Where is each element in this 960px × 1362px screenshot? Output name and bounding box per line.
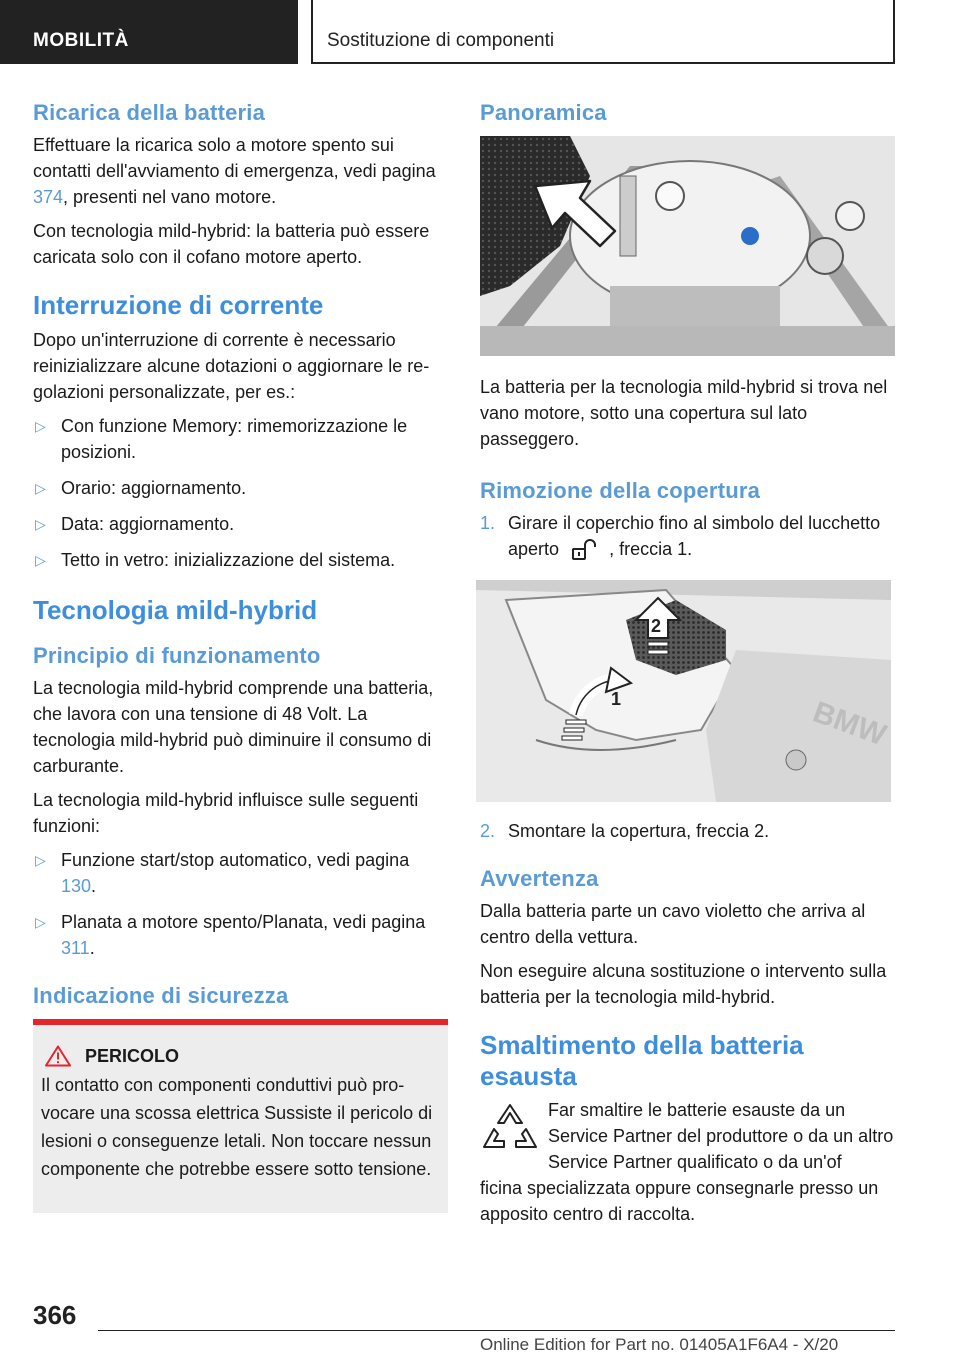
- open-padlock-icon: [570, 539, 598, 561]
- avvertenza-paragraph-2: Non eseguire alcuna sostituzione o intervento sulla batteria per la tecnologia mild-hybrid.: [480, 961, 887, 1007]
- header-chapter: Sostituzione di componenti: [311, 0, 895, 64]
- svg-text:BMW: BMW: [808, 695, 891, 753]
- heading-interruzione: Interruzione di corrente: [33, 290, 324, 320]
- text-fragment: .: [91, 876, 97, 897]
- cover-removal-photo: [476, 580, 891, 802]
- triangle-bullet-icon: ▷: [35, 852, 46, 869]
- list-item-text: Funzione start/stop automatico, vedi pagina: [61, 850, 410, 871]
- danger-box: [33, 1019, 448, 1213]
- heading-panoramica: Panoramica: [480, 100, 607, 125]
- smaltimento-paragraph-rest: ficina specializzata oppure consegnarle presso un apposito centro di raccolta.: [480, 1178, 879, 1225]
- list-item-text: Con funzione Memory: rimemorizzazione le posizioni.: [61, 415, 408, 462]
- text-fragment: , presenti nel vano motore.: [63, 187, 277, 207]
- step-text: Girare il coperchio fino al simbolo del lucchetto aperto: [508, 513, 881, 559]
- ricarica-paragraph-1: [33, 132, 448, 210]
- step-text: , freccia 1.: [609, 539, 693, 559]
- heading-sicurezza: Indicazione di sicurezza: [33, 983, 289, 1009]
- panoramica-paragraph: La batteria per la tecnologia mild-hybrid si trova nel vano motore, sotto una copertura sul lato passeggero.: [480, 377, 888, 449]
- list-item-text: Planata a motore spento/Planata, vedi pagina: [61, 912, 426, 933]
- tecnologia-paragraph-1: La tecnologia mild-hybrid comprende una batteria, che lavora con una tensione di 48 Volt. La tecnologia mild-hybrid può diminuire il consumo di carburante.: [33, 678, 434, 777]
- page-link-130[interactable]: 130: [61, 876, 92, 897]
- list-item: [33, 909, 448, 961]
- text-fragment: Effettuare la ricarica solo a motore spento sui contatti dell'avviamento di emergenza, vedi pagina: [33, 135, 436, 181]
- step-text: Smontare la copertura, freccia 2.: [508, 821, 770, 841]
- list-item: [33, 547, 448, 573]
- tecnologia-paragraph-2: La tecnologia mild-hybrid influisce sulle seguenti funzioni:: [33, 790, 419, 837]
- list-item-text: Data: aggiornamento.: [61, 513, 235, 534]
- recycle-icon: [482, 1101, 538, 1157]
- interruzione-list: [33, 413, 448, 573]
- smaltimento-paragraph-indent: Far smaltire le batterie esauste da un Service Partner del produttore o da un altro Service Partner qualificato o da un'of: [548, 1100, 894, 1173]
- triangle-bullet-icon: ▷: [35, 515, 46, 532]
- heading-tecnologia: Tecnologia mild-hybrid: [33, 594, 318, 625]
- interruzione-paragraph: Dopo un'interruzione di corrente è necessario reinizializzare alcune dotazioni o aggiornare le regolazioni personalizzate, per es.:: [33, 329, 430, 402]
- heading-rimozione: Rimozione della copertura: [480, 478, 761, 503]
- heading-smaltimento: Smaltimento della batteria esausta: [480, 1030, 804, 1091]
- photo-label-2: 2: [651, 616, 662, 636]
- footer-divider: [98, 1330, 895, 1331]
- rimozione-steps-2: [480, 818, 895, 844]
- page-number: 366: [33, 1300, 77, 1330]
- text-fragment: .: [89, 938, 95, 959]
- rimozione-steps: [480, 510, 895, 562]
- list-item: [33, 511, 448, 537]
- ricarica-paragraph-2: Con tecnologia mild-hybrid: la batteria può essere caricata solo con il cofano motore aperto.: [33, 221, 430, 267]
- header-section: MOBILITÀ: [0, 0, 298, 64]
- list-item-text: Orario: aggiornamento.: [61, 477, 247, 498]
- step-number: 1.: [480, 513, 496, 533]
- photo-label-1: 1: [611, 689, 622, 709]
- list-item: [33, 413, 448, 465]
- right-column: [480, 100, 895, 1235]
- tecnologia-list: [33, 847, 448, 961]
- triangle-bullet-icon: ▷: [35, 417, 46, 434]
- list-item-text: Tetto in vetro: inizializzazione del sistema.: [61, 549, 396, 570]
- triangle-bullet-icon: ▷: [35, 479, 46, 496]
- list-item: [33, 475, 448, 501]
- triangle-bullet-icon: ▷: [35, 551, 46, 568]
- page-link-374[interactable]: 374: [33, 187, 64, 207]
- smaltimento-row: [480, 1097, 895, 1175]
- page-link-311[interactable]: 311: [61, 938, 90, 959]
- heading-avvertenza: Avvertenza: [480, 866, 599, 891]
- step-item: [480, 818, 895, 844]
- engine-bay-photo: [480, 136, 895, 356]
- footer-edition: Online Edition for Part no. 01405A1F6A4 - X/20: [480, 1335, 839, 1354]
- step-item: [480, 510, 895, 562]
- left-column: [33, 100, 448, 1213]
- avvertenza-paragraph-1: Dalla batteria parte un cavo violetto che arriva al centro della vettura.: [480, 901, 866, 947]
- heading-principio: Principio di funzionamento: [33, 643, 321, 669]
- list-item: [33, 847, 448, 899]
- step-number: 2.: [480, 821, 496, 841]
- danger-title: [41, 1045, 434, 1067]
- heading-ricarica: Ricarica della batteria: [33, 100, 266, 125]
- danger-text: Il contatto con componenti conduttivi può provocare una scossa elettrica Sussiste il pericolo di lesioni o conseguenze letali. Non toccare nessun componente che potrebbe essere sotto tensione.: [41, 1075, 433, 1180]
- warning-triangle-icon: [45, 1045, 71, 1067]
- triangle-bullet-icon: ▷: [35, 914, 46, 931]
- danger-label: PERICOLO: [85, 1045, 180, 1066]
